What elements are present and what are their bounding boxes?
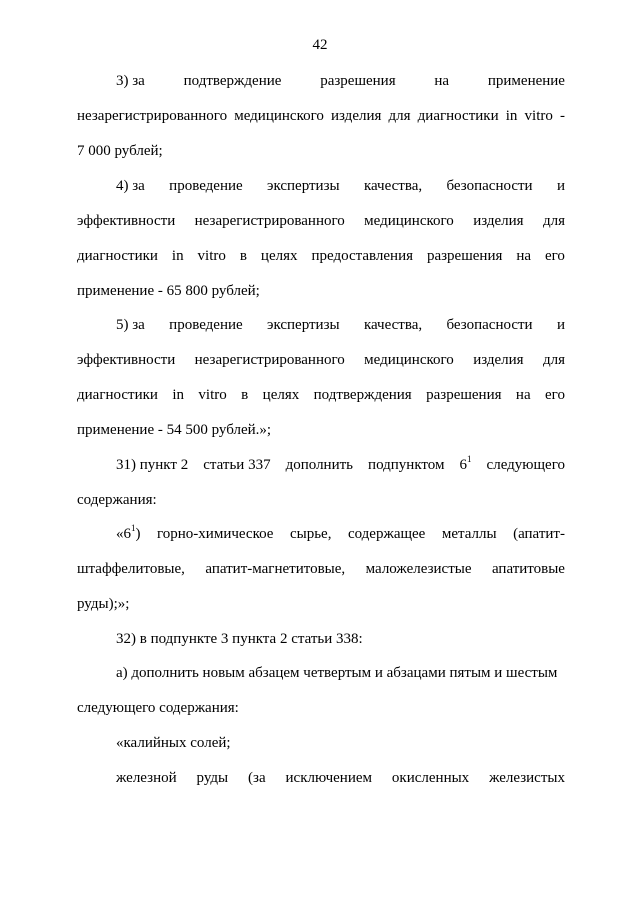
superscript: 1 (131, 523, 136, 533)
text-line: следующего содержания: (77, 700, 239, 716)
text-line: железной руды (за исключением окисленных железистых (116, 770, 565, 786)
text-line: штаффелитовые, апатит-магнетитовые, маложелезистые апатитовые (77, 561, 565, 577)
text-line: «$6^1$) горно-химическое сырье, содержащее металлы (апатит- (116, 523, 565, 542)
text-line: 4) за проведение экспертизы качества, безопасности и (116, 178, 565, 194)
text-line: 31) пункт 2 статьи 337 дополнить подпунктом $6^1$ следующего (116, 454, 565, 473)
text-line: диагностики in vitro в целях предоставления разрешения на его (77, 248, 565, 264)
text-line: применение - 54 500 рублей.»; (77, 422, 272, 438)
text-line: руды);»; (77, 596, 130, 612)
text-line: 7 000 рублей; (77, 143, 163, 159)
text-line: незарегистрированного медицинского изделия для диагностики in vitro - (77, 108, 565, 124)
text-line: а) дополнить новым абзацем четвертым и абзацами пятым и шестым (116, 665, 558, 681)
text-line: 3) за подтверждение разрешения на применение (116, 73, 565, 89)
text-line: применение - 65 800 рублей; (77, 283, 260, 299)
text-line: диагностики in vitro в целях подтверждения разрешения на его (77, 387, 565, 403)
text-line: эффективности незарегистрированного медицинского изделия для (77, 213, 565, 229)
page-number: 42 (312, 37, 328, 53)
text-line: «калийных солей; (116, 735, 231, 751)
text-line: 5) за проведение экспертизы качества, безопасности и (116, 317, 565, 333)
text-line: 32) в подпункте 3 пункта 2 статьи 338: (116, 631, 363, 647)
superscript: 1 (467, 454, 472, 464)
text-line: содержания: (77, 492, 157, 508)
text-line: эффективности незарегистрированного медицинского изделия для (77, 352, 565, 368)
